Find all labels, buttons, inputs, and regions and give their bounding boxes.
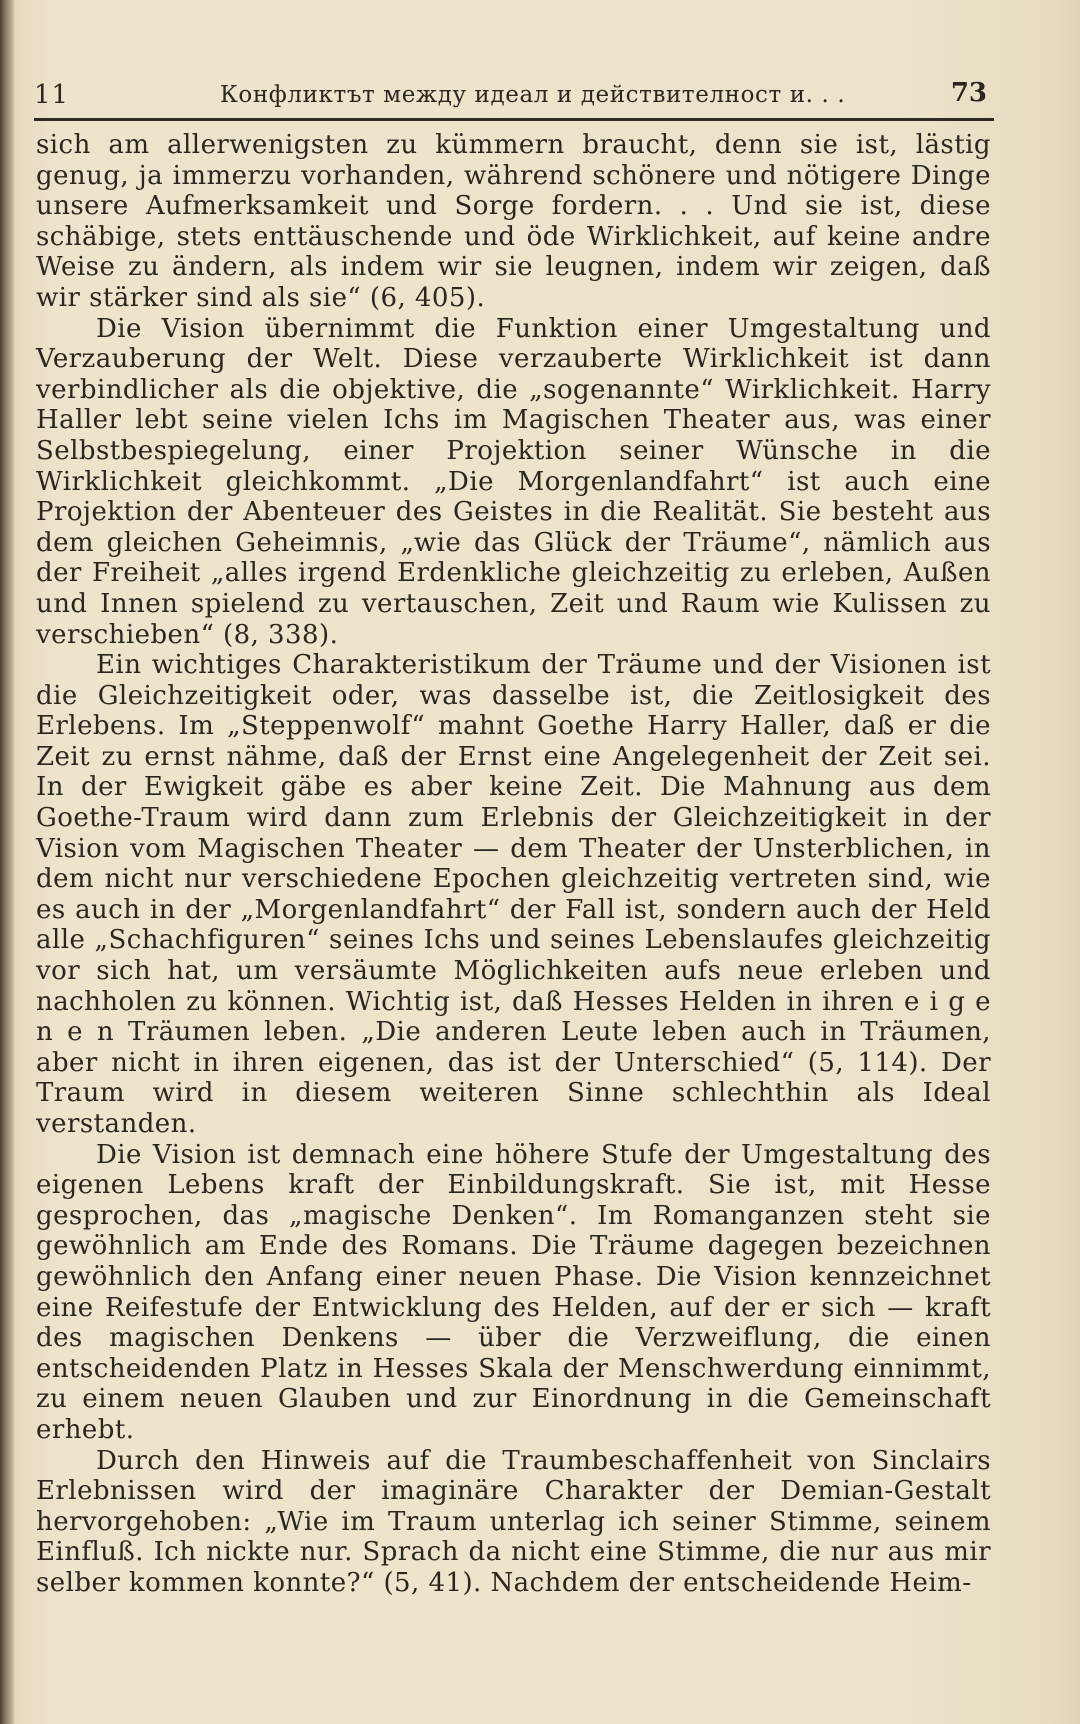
page-number-left: 11 xyxy=(34,80,70,110)
book-spine-shadow xyxy=(0,0,14,1724)
body-text xyxy=(36,130,991,1599)
header-rule xyxy=(34,118,994,121)
page-number-right: 73 xyxy=(950,78,987,108)
running-title: Конфликтът между идеал и действителност и. . . xyxy=(220,82,846,108)
paragraph-2: Die Vision übernimmt die Funktion einer Umgestaltung und Verzauberung der Welt. Diese verzauberte Wirklichkeit ist dann verbindlicher als die objektive, die „sogenannte“ Wirklichkeit. Harry Haller lebt seine vielen Ichs im Magischen Theater aus, was einer Selbstbespiegelung, einer Projektion seiner Wünsche in die Wirklichkeit gleichkommt. „Die Morgenlandfahrt“ ist auch eine Projektion der Abenteuer des Geistes in die Realität. Sie besteht aus dem gleichen Geheimnis, „wie das Glück der Träume“, nämlich aus der Freiheit „alles irgend Erdenkliche gleichzeitig zu erleben, Außen und Innen spielend zu vertauschen, Zeit und Raum wie Kulissen zu verschieben“ (8, 338). xyxy=(36,313,991,650)
running-header xyxy=(30,78,995,118)
page-edge-shade xyxy=(1050,0,1080,1724)
paragraph-1: sich am allerwenigsten zu kümmern braucht, denn sie ist, lästig genug, ja immerzu vorhanden, während schönere und nötigere Dinge unsere Aufmerksamkeit und Sorge fordern. . . Und sie ist, diese schäbige, stets enttäuschende und öde Wirklichkeit, auf keine andre Weise zu ändern, als indem wir sie leugnen, indem wir zeigen, daß wir stärker sind als sie“ (6, 405). xyxy=(36,130,991,313)
paragraph-5: Durch den Hinweis auf die Traumbeschaffenheit von Sinclairs Erlebnissen wird der imaginäre Charakter der Demian-Gestalt hervorgehoben: „Wie im Traum unterlag ich seiner Stimme, seinem Einfluß. Ich nickte nur. Sprach da nicht eine Stimme, die nur aus mir selber kommen konnte?“ (5, 41). Nachdem der entscheidende Heim- xyxy=(36,1445,991,1598)
paragraph-3: Ein wichtiges Charakteristikum der Träume und der Visionen ist die Gleichzeitigkeit oder, was dasselbe ist, die Zeitlosigkeit des Erlebens. Im „Steppenwolf“ mahnt Goethe Harry Haller, daß er die Zeit zu ernst nähme, daß der Ernst eine Angelegenheit der Zeit sei. In der Ewigkeit gäbe es aber keine Zeit. Die Mahnung aus dem Goethe-Traum wird dann zum Erlebnis der Gleichzeitigkeit in der Vision vom Magischen Theater — dem Theater der Unsterblichen, in dem nicht nur verschiedene Epochen gleichzeitig vertreten sind, wie es auch in der „Morgenlandfahrt“ der Fall ist, sondern auch der Held alle „Schachfiguren“ seines Ichs und seines Lebenslaufes gleichzeitig vor sich hat, um versäumte Möglichkeiten aufs neue erleben und nachholen zu können. Wichtig ist, daß Hesses Helden in ihren e i g e n e n Träumen leben. „Die anderen Leute leben auch in Träumen, aber nicht in ihren eigenen, das ist der Unterschied“ (5, 114). Der Traum wird in diesem weiteren Sinne schlechthin als Ideal verstanden. xyxy=(36,650,991,1139)
paragraph-4: Die Vision ist demnach eine höhere Stufe der Umgestaltung des eigenen Lebens kraft der Einbildungskraft. Sie ist, mit Hesse gesprochen, das „magische Denken“. Im Romanganzen steht sie gewöhnlich am Ende des Romans. Die Träume dagegen bezeichnen gewöhnlich den Anfang einer neuen Phase. Die Vision kennzeichnet eine Reifestufe der Entwicklung des Helden, auf der er sich — kraft des magischen Denkens — über die Verzweiflung, die einen entscheidenden Platz in Hesses Skala der Menschwerdung einnimmt, zu einem neuen Glauben und zur Einordnung in die Gemeinschaft erhebt. xyxy=(36,1139,991,1445)
